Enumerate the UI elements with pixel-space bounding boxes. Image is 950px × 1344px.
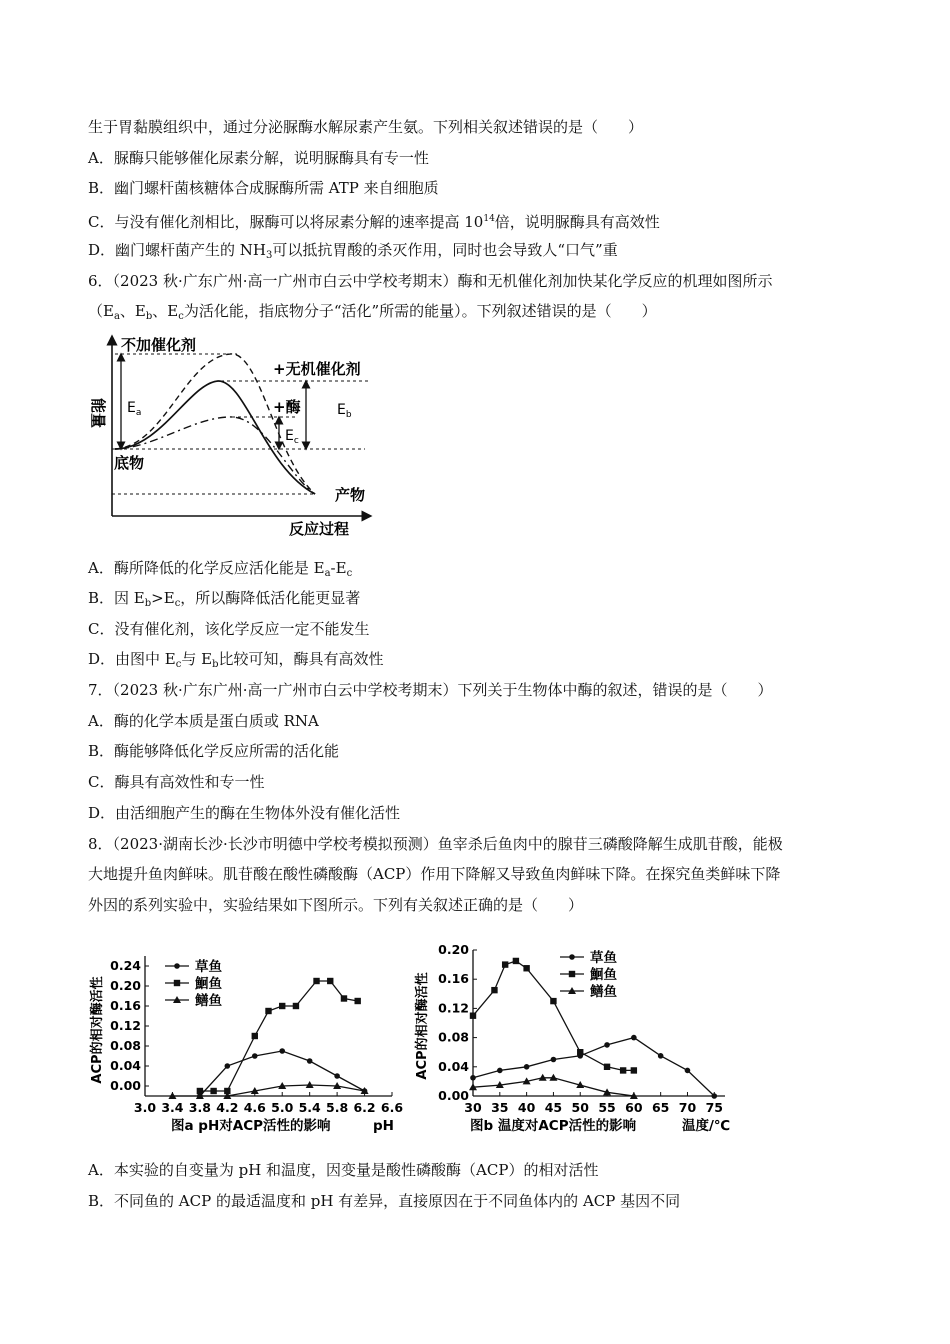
y-tick-label: 0.04 xyxy=(110,1058,141,1073)
q8-stem-2: 大地提升鱼肉鲜味。肌苷酸在酸性磷酸酶（ACP）作用下降解又导致鱼肉鲜味下降。在探究鱼类鲜味下降 xyxy=(88,865,781,883)
q8-option-b: B．不同鱼的 ACP 的最适温度和 pH 有差异，直接原因在于不同鱼体内的 ACP 基因不同 xyxy=(88,1192,681,1210)
data-point xyxy=(327,978,333,984)
x-tick-label: 5.8 xyxy=(326,1100,349,1115)
data-point xyxy=(524,1064,530,1070)
x-tick-label: 3.0 xyxy=(133,1100,157,1115)
x-tick-label: 6.6 xyxy=(380,1100,404,1115)
q6-option-c: C．没有催化剂，该化学反应一定不能发生 xyxy=(88,620,370,638)
q7-option-c: C．酶具有高效性和专一性 xyxy=(88,773,265,791)
q5-option-b: B．幽门螺杆菌核糖体合成脲酶所需 ATP 来自细胞质 xyxy=(88,179,439,197)
x-tick-label: 50 xyxy=(571,1100,589,1115)
data-point xyxy=(711,1093,717,1099)
y-tick-label: 0.20 xyxy=(438,942,469,957)
q7-option-a: A．酶的化学本质是蛋白质或 RNA xyxy=(88,712,319,730)
legend-marker xyxy=(174,980,180,986)
y-tick-label: 0.20 xyxy=(110,978,141,993)
x-tick-label: 5.0 xyxy=(271,1100,294,1115)
x-tick-label: 75 xyxy=(705,1100,723,1115)
x-tick-label: 5.4 xyxy=(298,1100,321,1115)
y-tick-label: 0.08 xyxy=(438,1029,469,1045)
x-tick-label: 30 xyxy=(464,1100,482,1115)
q6-option-b: B．因 $E_b>E_c$，所以酶降低活化能更显著 xyxy=(88,589,361,609)
data-point xyxy=(341,995,347,1001)
x-tick-label: 40 xyxy=(517,1100,536,1115)
q6-option-a: A．酶所降低的化学反应活化能是 $E_a-E_c$ xyxy=(88,559,353,579)
y-axis-label: ACP的相对酶活性 xyxy=(415,972,430,1080)
data-point xyxy=(279,1048,285,1054)
legend-marker xyxy=(569,954,575,960)
q8-stem-1: 8．（2023·湖南长沙·长沙市明德中学校考模拟预测）鱼宰杀后鱼肉中的腺苷三磷酸降解生成肌苷酸，能极 xyxy=(88,835,783,853)
legend-entry: 鳝鱼 xyxy=(590,984,617,1000)
legend-entry: 草鱼 xyxy=(590,950,617,966)
ph-activity-chart xyxy=(85,940,415,1145)
legend-entry: 鮰鱼 xyxy=(590,967,617,983)
x-tick-label: 3.8 xyxy=(188,1100,211,1115)
q7-option-d: D．由活细胞产生的酶在生物体外没有催化活性 xyxy=(88,804,401,822)
y-tick-label: 0.00 xyxy=(110,1078,141,1093)
data-point xyxy=(225,1063,231,1069)
legend-entry: 草鱼 xyxy=(195,959,222,975)
q6-stem: 6．（2023 秋·广东广州·高一广州市白云中学校考期末）酶和无机催化剂加快某化学反应的机理如图所示 xyxy=(88,272,773,290)
data-point xyxy=(577,1049,583,1055)
product-label: 产物 xyxy=(335,486,366,504)
y-tick-label: 0.00 xyxy=(438,1088,469,1103)
data-point xyxy=(313,978,319,984)
x-tick-label: 55 xyxy=(598,1100,616,1115)
data-point xyxy=(550,998,556,1004)
data-point xyxy=(685,1068,691,1074)
y-tick-label: 0.12 xyxy=(110,1018,141,1033)
y-axis-label: ACP的相对酶活性 xyxy=(90,976,105,1084)
q5-option-d: D．幽门螺杆菌产生的 $NH_3$可以抵抗胃酸的杀灭作用，同时也会导致人“口气”重 xyxy=(88,241,618,261)
q6-stem-2: （$E_a$、$E_b$、$E_c$为活化能，指底物分子“活化”所需的能量）。下列叙述错误的是（ ） xyxy=(88,302,657,322)
y-tick-label: 0.12 xyxy=(438,1000,469,1016)
no-catalyst-label: 不加催化剂 xyxy=(121,336,197,354)
data-point xyxy=(620,1067,626,1073)
q8-option-a: A．本实验的自变量为 pH 和温度，因变量是酸性磷酸酶（ACP）的相对活性 xyxy=(88,1161,599,1179)
data-point xyxy=(513,958,519,964)
y-tick-label: 0.04 xyxy=(438,1058,469,1074)
data-point xyxy=(631,1067,637,1073)
q7-option-b: B．酶能够降低化学反应所需的活化能 xyxy=(88,742,340,760)
ec-label: $E_c$ xyxy=(285,428,299,446)
inorganic-catalyst-label: +无机催化剂 xyxy=(273,360,361,378)
x-tick-label: 4.2 xyxy=(216,1100,239,1115)
reaction-axis-label: 反应过程 xyxy=(289,520,350,538)
data-point xyxy=(497,1068,503,1074)
data-point xyxy=(279,1003,285,1009)
data-point xyxy=(210,1088,216,1094)
x-tick-label: 60 xyxy=(625,1100,643,1115)
q8-stem-3: 外因的系列实验中，实验结果如下图所示。下列有关叙述正确的是（ ） xyxy=(88,896,584,914)
temperature-activity-chart xyxy=(410,940,755,1145)
x-axis-label: pH xyxy=(373,1118,394,1134)
legend-entry: 鮰鱼 xyxy=(195,976,222,992)
energy-diagram xyxy=(85,328,385,543)
y-tick-label: 0.24 xyxy=(110,958,141,973)
x-tick-label: 70 xyxy=(678,1100,697,1115)
data-point xyxy=(265,1008,271,1014)
data-point xyxy=(470,1013,476,1019)
chart-caption: 图a pH对ACP活性的影响 xyxy=(171,1118,331,1134)
y-tick-label: 0.08 xyxy=(110,1038,141,1053)
data-point xyxy=(307,1058,313,1064)
q7-stem: 7．（2023 秋·广东广州·高一广州市白云中学校考期末）下列关于生物体中酶的叙述，错误的是（ ） xyxy=(88,681,773,699)
data-point xyxy=(293,1003,299,1009)
data-point xyxy=(491,987,497,993)
y-tick-label: 0.16 xyxy=(438,971,469,987)
ea-label: $E_a$ xyxy=(127,400,142,418)
data-point xyxy=(551,1057,557,1063)
x-tick-label: 45 xyxy=(544,1100,563,1115)
series-line-circle xyxy=(473,1038,714,1096)
legend-marker xyxy=(174,963,180,969)
data-point xyxy=(523,965,529,971)
data-point xyxy=(502,961,508,967)
data-point xyxy=(334,1073,340,1079)
data-point xyxy=(604,1064,610,1070)
data-point xyxy=(252,1033,258,1039)
x-axis-label: 温度/℃ xyxy=(682,1118,731,1134)
data-point xyxy=(354,998,360,1004)
data-point xyxy=(470,1075,476,1081)
legend-entry: 鳝鱼 xyxy=(195,993,222,1009)
x-tick-label: 4.6 xyxy=(243,1100,266,1115)
energy-axis-label: 能量 xyxy=(89,398,107,429)
enzyme-label: +酶 xyxy=(273,398,301,416)
x-tick-label: 6.2 xyxy=(353,1100,376,1115)
q5-option-c: C．与没有催化剂相比，脲酶可以将尿素分解的速率提高 $10^{14}$倍，说明脲酶具有高效性 xyxy=(88,213,660,231)
q6-option-d: D．由图中 $E_c$与 $E_b$比较可知，酶具有高效性 xyxy=(88,650,384,670)
q5-stem-tail: 生于胃黏膜组织中，通过分泌脲酶水解尿素产生氨。下列相关叙述错误的是（ ） xyxy=(88,118,644,136)
data-point xyxy=(604,1042,610,1048)
eb-label: $E_b$ xyxy=(337,402,352,420)
legend-marker xyxy=(569,971,575,977)
data-point xyxy=(631,1035,637,1041)
x-tick-label: 35 xyxy=(491,1100,509,1115)
substrate-label: 底物 xyxy=(114,454,145,472)
chart-caption: 图b 温度对ACP活性的影响 xyxy=(470,1118,637,1134)
x-tick-label: 65 xyxy=(651,1100,670,1115)
data-point xyxy=(252,1053,258,1059)
data-point xyxy=(658,1053,664,1059)
y-tick-label: 0.16 xyxy=(110,998,141,1013)
x-tick-label: 3.4 xyxy=(161,1100,184,1115)
q5-option-a: A．脲酶只能够催化尿素分解，说明脲酶具有专一性 xyxy=(88,149,429,167)
